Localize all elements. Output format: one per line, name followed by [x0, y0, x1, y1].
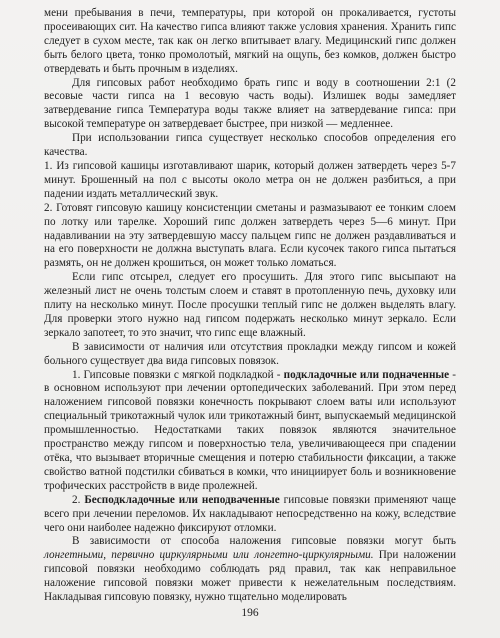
text-run: Если гипс отсырел, следует его просушить. Для этого гипс высыпают на железный лист не очень толстым слоем и ставят в протопленную печь, духовку или плиту на несколько минут. После просушки теплый гипс не должен выделять влагу. Для проверки этого нужно над гипсом подержать несколько минут зеркало. Если зеркало запотеет, то это значит, что гипс еще влажный.	[44, 271, 456, 339]
text-run: 2.	[72, 493, 85, 506]
paragraph	[44, 160, 456, 202]
text-run: В зависимости от наличия или отсутствия прокладки между гипсом и кожей больного существует два вида гипсовых повязок.	[44, 340, 456, 367]
text-run: - в основном используют при лечении ортопедических заболеваний. При этом перед наложением гипсовой повязки конечность покрывают слоем ваты или используют специальный трикотажный чулок или трикотажный бинт, выпускаемый медицинской промышленностью. Недостатками таких повязок являются значительное пространство между гипсом и поверхностью тела, увеличивающееся при спадении отёка, что вызывает вторичные смещения и потерю стабильности фиксации, а также свойство ватной подстилки сбиваться в комки, что инициирует боль и возникновение трофических расстройств в виде пролежней.	[44, 368, 456, 492]
page-number: 196	[241, 607, 259, 619]
text-run: 1. Гипсовые повязки с мягкой подкладкой -	[72, 368, 284, 381]
text-run: гипсовые повязки применяют чаще всего при лечении переломов. Их накладывают непосредственно на кожу, вследствие чего они наиболее надежно фиксируют отломки.	[44, 493, 457, 534]
text-run: При наложении гипсовой повязки необходимо соблюдать ряд правил, так как неправильное наложение гипсовой повязки может привести к нежелательным последствиям. Накладывая гипсовую повязку, нужно тщательно моделировать	[44, 549, 456, 604]
text-run: Для гипсовых работ необходимо брать гипс и воду в соотношении 2:1 (2 весовые части гипса на 1 весовую часть воды). Излишек воды замедляет затвердевание гипса Температура воды также влияет на затвердевание гипса: при высокой температуре он затвердевает быстрее, при низкой — медленнее.	[44, 76, 456, 131]
italic-term: лонгетными, первично циркулярными или лонгетно-циркулярными.	[44, 549, 374, 562]
bold-term: Бесподкладочные или неподваченные	[84, 493, 280, 506]
paragraph	[44, 535, 456, 605]
text-run: мени пребывания в печи, температуры, при которой он прокаливается, густоты просеивающих сит. На качество гипса влияют также условия хранения. Хранить гипс следует в сухом месте, так как он легко впитывает влагу. Медицинский гипс должен быть белого цвета, тонко промолотый, мягкий на ощупь, без комков, должен быстро отвердевать и быть прочным в изделиях.	[44, 7, 456, 75]
paragraph	[44, 494, 456, 536]
paragraph	[44, 7, 456, 77]
text-run: 2. Готовят гипсовую кашицу консистенции сметаны и размазывают ее тонким слоем по лотку или тарелке. Хороший гипс должен затвердеть через 5—6 минут. При надавливании на эту затвердевшую массу пальцем гипс не должен раздавливаться и на его поверхности не должна выступать влага. Если кусочек такого гипса пытаться размять, он не должен крошиться, он может только ломаться.	[44, 201, 456, 270]
text-run: При использовании гипса существует несколько способов определения его качества.	[44, 132, 456, 159]
paragraph	[44, 271, 456, 341]
bold-term: подкладочные или подначенные	[283, 368, 450, 381]
body-text	[44, 7, 456, 605]
paragraph	[44, 341, 456, 369]
text-run: В зависимости от способа наложения гипсовые повязки могут быть	[72, 535, 456, 548]
paragraph	[44, 132, 456, 160]
paragraph	[44, 77, 456, 133]
paragraph	[44, 202, 456, 272]
text-run: 1. Из гипсовой кашицы изготавливают шарик, который должен затвердеть через 5-7 минут. Брошенный на пол с высоты около метра он не должен разбиться, а при падении издать металлический звук.	[44, 159, 456, 200]
paragraph	[44, 369, 456, 494]
